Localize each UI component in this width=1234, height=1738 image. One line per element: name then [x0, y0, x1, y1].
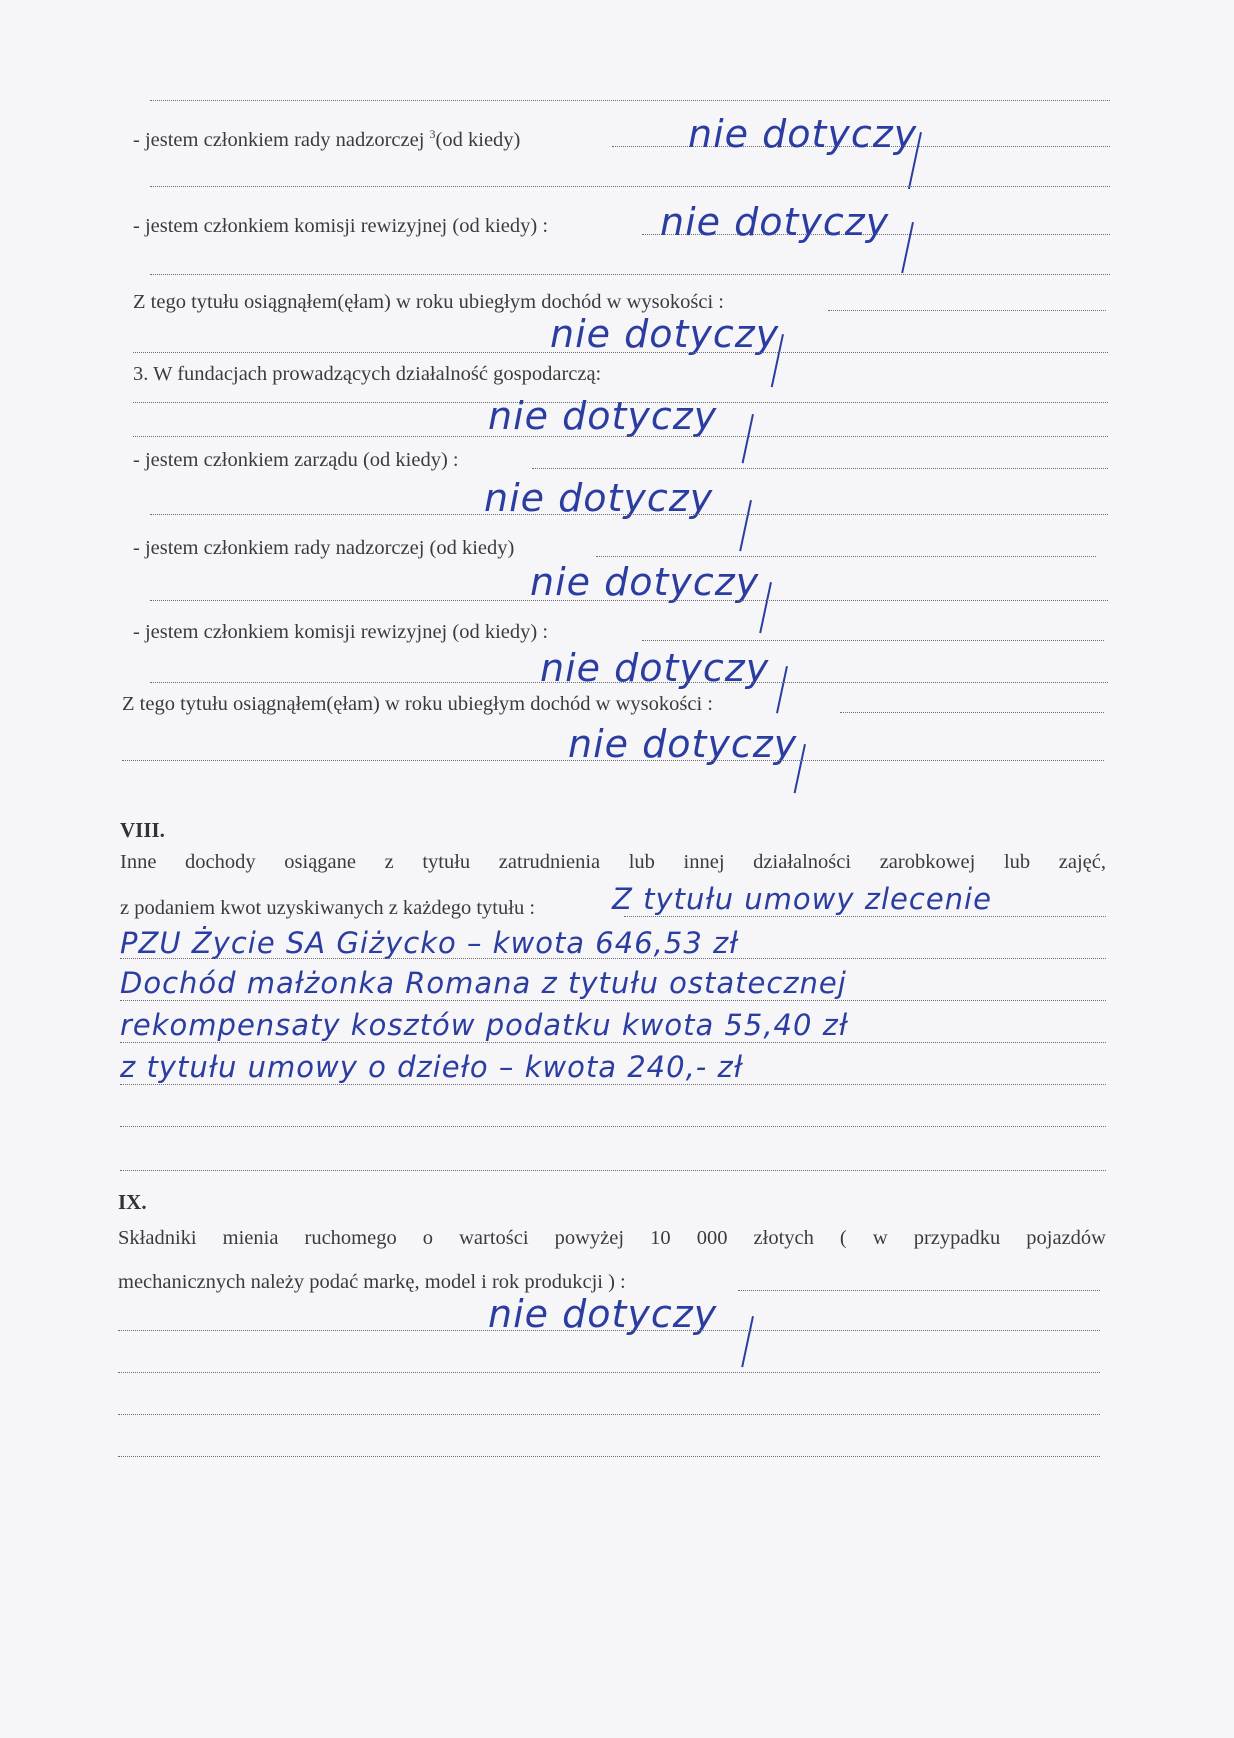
handwritten-answer: nie dotyczy [488, 394, 718, 438]
blank-line [120, 1170, 1106, 1171]
handwritten-answer: nie dotyczy [568, 722, 798, 766]
blank-line [133, 352, 1108, 353]
blank-line [118, 1414, 1100, 1415]
blank-line [120, 1042, 1106, 1043]
section-viii-heading: VIII. [120, 818, 165, 842]
blank-line [120, 958, 1106, 959]
section-ix-text: mechanicznych należy podać markę, model i rok produkcji ) : [118, 1271, 626, 1293]
handwritten-answer: nie dotyczy [550, 312, 780, 356]
line-text: - jestem członkiem rady nadzorczej [133, 129, 425, 151]
line-dochod-1: Z tego tytułu osiągnąłem(ęłam) w roku ubiegłym dochód w wysokości : [133, 291, 724, 313]
handwritten-stroke [759, 582, 772, 633]
section-fundacje: 3. W fundacjach prowadzących działalność gospodarczą: [133, 363, 602, 385]
blank-line [150, 514, 1108, 515]
blank-line [828, 310, 1106, 311]
blank-line [118, 1330, 1100, 1331]
handwritten-income: Dochód małżonka Romana z tytułu ostatecznej [120, 966, 847, 1000]
handwritten-answer: nie dotyczy [688, 112, 918, 156]
section-ix-heading: IX. [118, 1190, 147, 1214]
line-komisja-1: - jestem członkiem komisji rewizyjnej (od kiedy) : [133, 215, 549, 237]
handwritten-income: Z tytułu umowy zlecenie [612, 882, 992, 916]
blank-line [150, 600, 1108, 601]
footnote-marker: 3 [429, 127, 436, 141]
handwritten-answer: nie dotyczy [488, 1292, 718, 1336]
handwritten-income: z tytułu umowy o dzieło – kwota 240,- zł [120, 1050, 744, 1084]
blank-line [118, 1372, 1100, 1373]
handwritten-stroke [776, 666, 788, 713]
line-rada-nadzorcza-1 [133, 128, 520, 151]
handwritten-stroke [901, 222, 914, 273]
blank-line [624, 916, 1106, 917]
blank-line [150, 682, 1108, 683]
handwritten-income: PZU Życie SA Giżycko – kwota 646,53 zł [120, 926, 739, 960]
blank-line [120, 1000, 1106, 1001]
line-dochod-2: Z tego tytułu osiągnąłem(ęłam) w roku ubiegłym dochód w wysokości : [122, 693, 713, 715]
section-viii-text: z podaniem kwot uzyskiwanych z każdego tytułu : [120, 897, 536, 919]
blank-line [122, 760, 1104, 761]
blank-line [738, 1290, 1100, 1291]
handwritten-stroke [742, 414, 754, 463]
blank-line [532, 468, 1108, 469]
line-rada-nadzorcza-2: - jestem członkiem rady nadzorczej (od kiedy) [133, 537, 515, 559]
section-ix-text: Składniki mienia ruchomego o wartości powyżej 10 000 złotych ( w przypadku pojazdów [118, 1227, 1106, 1249]
line-text: (od kiedy) [435, 129, 521, 151]
handwritten-answer: nie dotyczy [540, 646, 770, 690]
handwritten-answer: nie dotyczy [484, 476, 714, 520]
handwritten-answer: nie dotyczy [660, 200, 890, 244]
line-zarzad-2: - jestem członkiem zarządu (od kiedy) : [133, 449, 459, 471]
blank-line [150, 100, 1110, 101]
section-viii-text: Inne dochody osiągane z tytułu zatrudnienia lub innej działalności zarobkowej lub zajęć, [120, 851, 1106, 873]
handwritten-answer: nie dotyczy [530, 560, 760, 604]
blank-line [133, 436, 1108, 437]
blank-line [840, 712, 1104, 713]
blank-line [642, 640, 1104, 641]
blank-line [120, 1126, 1106, 1127]
blank-line [150, 186, 1110, 187]
handwritten-stroke [741, 1316, 754, 1367]
blank-line [118, 1456, 1100, 1457]
handwritten-stroke [739, 500, 752, 551]
line-komisja-2: - jestem członkiem komisji rewizyjnej (od kiedy) : [133, 621, 549, 643]
blank-line [596, 556, 1096, 557]
handwritten-income: rekompensaty kosztów podatku kwota 55,40 zł [120, 1008, 849, 1042]
blank-line [120, 1084, 1106, 1085]
blank-line [150, 274, 1110, 275]
